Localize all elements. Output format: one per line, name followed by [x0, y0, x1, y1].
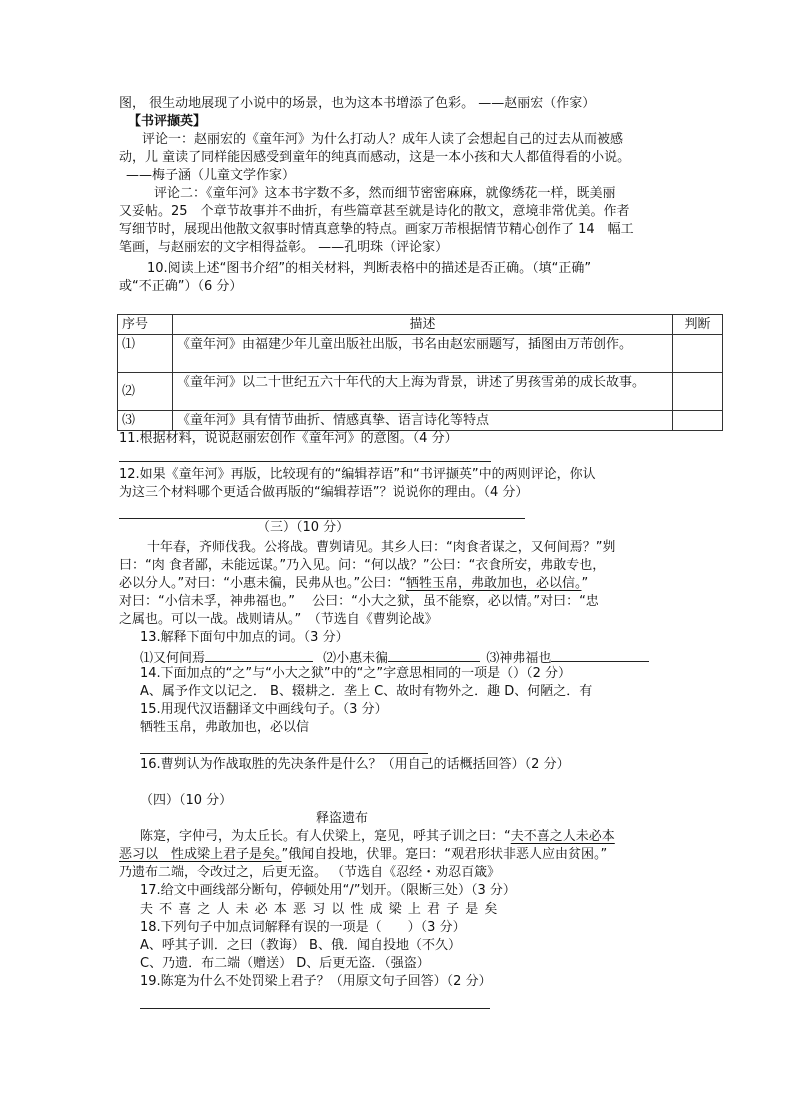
q14: 14.下面加点的“之”与“小大之狱”中的“之”字意思相同的一项是（）（2 分） — [140, 666, 571, 681]
q15-sentence: 牺牲玉帛，弗敢加也，必以信 — [140, 720, 310, 735]
comment2-line-3: 写细节时，展现出他散文叙事时情真意挚的特点。画家万芾根据情节精心创作了 14 幅工 — [119, 222, 634, 237]
review-heading: 【书评撷英】 — [128, 114, 207, 129]
section4-title: （四）（10 分） — [140, 793, 233, 808]
comment1-line-1: 评论一：赵丽宏的《童年河》为什么打动人？成年人读了会想起自己的过去从而被感 — [142, 132, 624, 147]
header-description: 描述 — [173, 315, 673, 335]
q11-answer-line[interactable] — [119, 461, 491, 462]
q11: 11.根据材料，说说赵丽宏创作《童年河》的意图。（4 分） — [119, 431, 458, 446]
header-judgement: 判断 — [673, 315, 723, 335]
sec4-para-line-3: 乃遗布二端，令改过之，后更无盗。 （节选自《忍经・劝忍百箴》 — [119, 865, 501, 880]
q18: 18.下列句子中加点词解释有误的一项是（ ）（3 分） — [140, 920, 466, 935]
q18-options-cd: C、乃遗．布二端（赠送） D、后更无盗．（强盗） — [140, 956, 430, 971]
q15-answer-line[interactable] — [140, 753, 428, 754]
q12-line-1: 12.如果《童年河》再版，比较现有的“编辑荐语”和“书评撷英”中的两则评论，你认 — [119, 467, 596, 482]
row-judgement-cell[interactable] — [673, 411, 723, 431]
table-row — [118, 335, 723, 373]
row-description: 《童年河》以二十世纪五六十年代的大上海为背景，讲述了男孩雪弟的成长故事。 — [173, 373, 673, 411]
q13-item-2: ⑵小惠未徧 — [323, 651, 389, 666]
q17-sentence: 夫 不 喜 之 人 未 必 本 恶 习 以 性 成 梁 上 君 子 是 矣 — [140, 902, 499, 917]
q16: 16.曹刿认为作战取胜的先决条件是什么？（用自己的话概括回答）（2 分） — [140, 757, 570, 772]
row-number: ⑴ — [118, 335, 173, 373]
table-header-row — [118, 315, 723, 335]
sec3-para-line-1: 十年春，齐师伐我。公将战。曹刿请见。其乡人曰：“肉食者谋之，又何间焉？”刿 — [147, 540, 616, 555]
judgement-table — [117, 314, 723, 431]
q19-answer-line[interactable] — [140, 1008, 490, 1009]
sec4-para-line-2 — [119, 846, 607, 864]
comment2-line-4: 笔画，与赵丽宏的文字相得益彰。 ——孔明珠（评论家） — [119, 240, 449, 255]
row-judgement-cell[interactable] — [673, 335, 723, 373]
q13-blank-3[interactable] — [551, 647, 649, 662]
section3-title: （三）（10 分） — [257, 520, 350, 535]
row-number: ⑵ — [118, 373, 173, 411]
q13-blank-1[interactable] — [205, 647, 313, 662]
q18-options-ab: A、呼其子训．之曰（教诲） B、俄．闻自投地（不久） — [140, 938, 461, 953]
header-number: 序号 — [118, 315, 173, 335]
table-row — [118, 411, 723, 431]
comment1-line-2: 动，儿 童读了同样能因感受到童年的纯真而感动，这是一本小孩和大人都值得看的小说。 — [119, 150, 631, 165]
q19: 19.陈寔为什么不处罚梁上君子？（用原文句子回答）（2 分） — [140, 974, 492, 989]
underlined-phrase-1: 夫不喜之人未必本 — [510, 829, 615, 844]
sec3-para-line-5: 之属也。可以一战。战则请从。” （节选自《曹刿论战》 — [119, 612, 438, 627]
section4-heading: 释盗遗布 — [316, 811, 369, 826]
sec3-para-line-3 — [119, 575, 588, 593]
comment2-line-2: 又妥帖。25 个章节故事并不曲折，有些篇章甚至就是诗化的散文，意境非常优美。作者 — [119, 204, 630, 219]
q13-item-1: ⑴又何间焉 — [140, 651, 206, 666]
q10-line-2: 或“不正确”）（6 分） — [119, 279, 243, 294]
underlined-sentence: 牺牲玉帛，弗敢加也，必以信。 — [405, 576, 582, 591]
row-description: 《童年河》具有情节曲折、情感真挚、语言诗化等特点 — [173, 411, 673, 431]
comment2-line-1: 评论二：《童年河》这本书字数不多，然而细节密密麻麻，就像绣花一样，既美丽 — [154, 186, 616, 201]
underlined-phrase-2: 恶习以 性成梁上君子是矣。 — [119, 847, 282, 862]
q14-options: A、属予作文以记之． B、辍耕之．垄上 C、故时有物外之．趣 D、何陋之．有 — [140, 684, 593, 699]
comment1-author: ——梅子涵（儿童文学作家） — [126, 168, 296, 183]
row-judgement-cell[interactable] — [673, 373, 723, 411]
sec4-para-line-1-text: 陈寔，字仲弓，为太丘长。有人伏梁上，寔见，呼其子训之曰：“ — [140, 829, 511, 844]
sec3-para-line-3-text: 必以分人。”对曰：“小惠未徧，民弗从也。”公曰：“ — [119, 576, 406, 591]
q13-blank-2[interactable] — [388, 647, 480, 662]
q13: 13.解释下面句中加点的词。（3 分） — [140, 630, 349, 645]
close-quote: ” — [581, 576, 589, 591]
sec4-para-line-2-text: ”俄闻自投地，伏罪。寔曰：“观君形状非恶人应由贫困。” — [281, 847, 608, 862]
review-line-1: 图， 很生动地展现了小说中的场景，也为这本书增添了色彩。 ——赵丽宏（作家） — [119, 96, 596, 111]
table-row — [118, 373, 723, 411]
q13-item-3: ⑶神弗福也 — [486, 651, 552, 666]
q12-line-2: 为这三个材料哪个更适合做再版的“编辑荐语”？说说你的理由。（4 分） — [119, 485, 529, 500]
q17: 17.给文中画线部分断句，停顿处用“/”划开。（限断三处）（3 分） — [140, 883, 516, 898]
row-description: 《童年河》由福建少年儿童出版社出版，书名由赵宏丽题写，插图由万芾创作。 — [173, 335, 673, 373]
row-number: ⑶ — [118, 411, 173, 431]
q10-line-1: 10.阅读上述“图书介绍”的相关材料，判断表格中的描述是否正确。（填“正确” — [147, 261, 592, 276]
sec4-para-line-1 — [140, 828, 615, 846]
sec3-para-line-2: 曰：“肉 食者鄙，未能远谋。”乃入见。问：“何以战？”公曰：“衣食所安，弗敢专也， — [119, 558, 606, 573]
q15: 15.用现代汉语翻译文中画线句子。（3 分） — [140, 702, 388, 717]
sec3-para-line-4: 对曰：“小信未孚，神弗福也。” 公曰：“小大之狱，虽不能察，必以情。”对曰：“忠 — [119, 594, 599, 609]
